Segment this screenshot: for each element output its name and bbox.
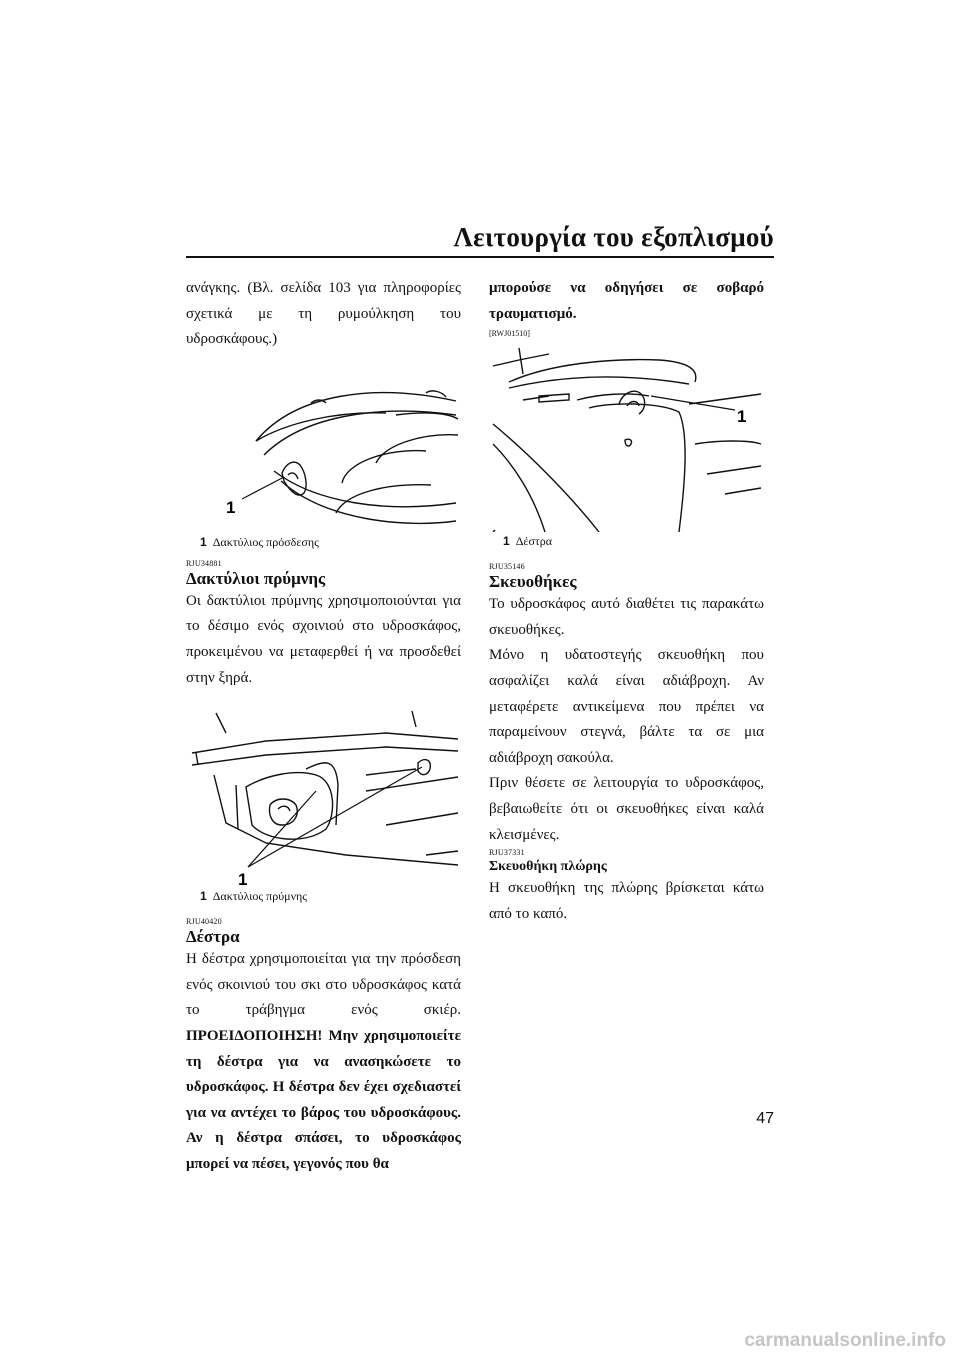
page-header-title: Λειτουργία του εξοπλισμού xyxy=(453,222,774,252)
left-column xyxy=(186,276,461,1178)
stern-eye-illustration xyxy=(186,705,461,887)
bow-storage-paragraph: Η σκευοθήκη της πλώρης βρίσκεται κάτω από το καπό. xyxy=(489,880,764,922)
bow-eye-callout: 1 xyxy=(226,497,236,517)
storage-heading: Σκευοθήκες xyxy=(489,572,577,592)
warning-text: Μην χρησιμοποιείτε τη δέστρα για να ανασηκώσετε το υδροσκάφος. Η δέστρα δεν έχει σχεδιαστεί για να αντέχει το βάρος του υδροσκάφους. Αν η δέστρα σπάσει, το υδροσκάφος μπορεί να πέσει, γεγονός που θα xyxy=(186,1027,462,1172)
storage-paragraph-2: Μόνο η υδατοστεγής σκευοθήκη που ασφαλίζει καλά είναι αδιάβροχη. Αν μεταφέρετε αντικείμενα που πρέπει να παραμείνουν στεγνά, βάλτε τα σε μια αδιάβροχη σακούλα. xyxy=(489,647,764,766)
header-rule xyxy=(186,256,774,258)
tow-hook-illustration xyxy=(489,344,764,532)
warning-label: ΠΡΟΕΙΔΟΠΟΙΗΣΗ! xyxy=(186,1027,323,1044)
caption-number: 1 xyxy=(200,534,207,549)
storage-paragraph-1: Το υδροσκάφος αυτό διαθέτει τις παρακάτω σκευοθήκες. xyxy=(489,596,764,638)
tow-hook-caption xyxy=(503,534,764,548)
bow-eye-illustration xyxy=(186,353,461,533)
bow-eye-figure xyxy=(186,353,461,533)
warning-continuation: μπορούσε να οδηγήσει σε σοβαρό τραυματισμό. xyxy=(489,280,764,322)
caption-number: 1 xyxy=(503,534,510,549)
bow-eye-caption xyxy=(200,535,461,549)
section-code: RJU40420 xyxy=(186,917,222,927)
intro-paragraph: ανάγκης. (Βλ. σελίδα 103 για πληροφορίες σχετικά με τη ρυμούλκηση του υδροσκάφους.) xyxy=(186,280,461,348)
tow-hook-figure xyxy=(489,344,764,532)
bow-storage-heading: Σκευοθήκη πλώρης xyxy=(489,859,607,875)
tow-hook-paragraph xyxy=(186,947,461,1177)
section-code: RJU34881 xyxy=(186,558,222,568)
caption-text: Δακτύλιος πρύμνης xyxy=(212,889,308,904)
tow-hook-callout: 1 xyxy=(737,407,747,427)
stern-eye-callout: 1 xyxy=(238,870,248,888)
caption-text: Δέστρα xyxy=(515,534,553,549)
tow-hook-heading: Δέστρα xyxy=(186,927,240,947)
stern-eyes-paragraph: Οι δακτύλιοι πρύμνης χρησιμοποιούνται για το δέσιμο ενός σχοινιού στο υδροσκάφος, προκειμένου να μεταφερθεί ή να προσδεθεί στην ξηρά. xyxy=(186,592,461,686)
watermark: carmanualsonline.info xyxy=(744,1330,946,1351)
stern-eyes-heading: Δακτύλιοι πρύμνης xyxy=(186,568,326,588)
caption-number: 1 xyxy=(200,889,207,904)
caption-text: Δακτύλιος πρόσδεσης xyxy=(212,534,319,549)
section-code: RJU37331 xyxy=(489,848,525,858)
tow-hook-body: Η δέστρα χρησιμοποιείται για την πρόσδεση ενός σκοινιού του σκι στο υδροσκάφος κατά το τράβηγμα ενός σκιέρ. xyxy=(186,951,461,1019)
stern-eye-figure xyxy=(186,705,461,887)
storage-paragraph-3: Πριν θέσετε σε λειτουργία το υδροσκάφος, βεβαιωθείτε ότι οι σκευοθήκες είναι καλά κλεισμένες. xyxy=(489,775,764,843)
right-column xyxy=(489,276,764,927)
page-number: 47 xyxy=(756,1110,774,1127)
stern-eye-caption xyxy=(200,889,461,903)
section-code: RJU35146 xyxy=(489,562,525,572)
warning-code: [RWJ01510] xyxy=(489,329,530,339)
